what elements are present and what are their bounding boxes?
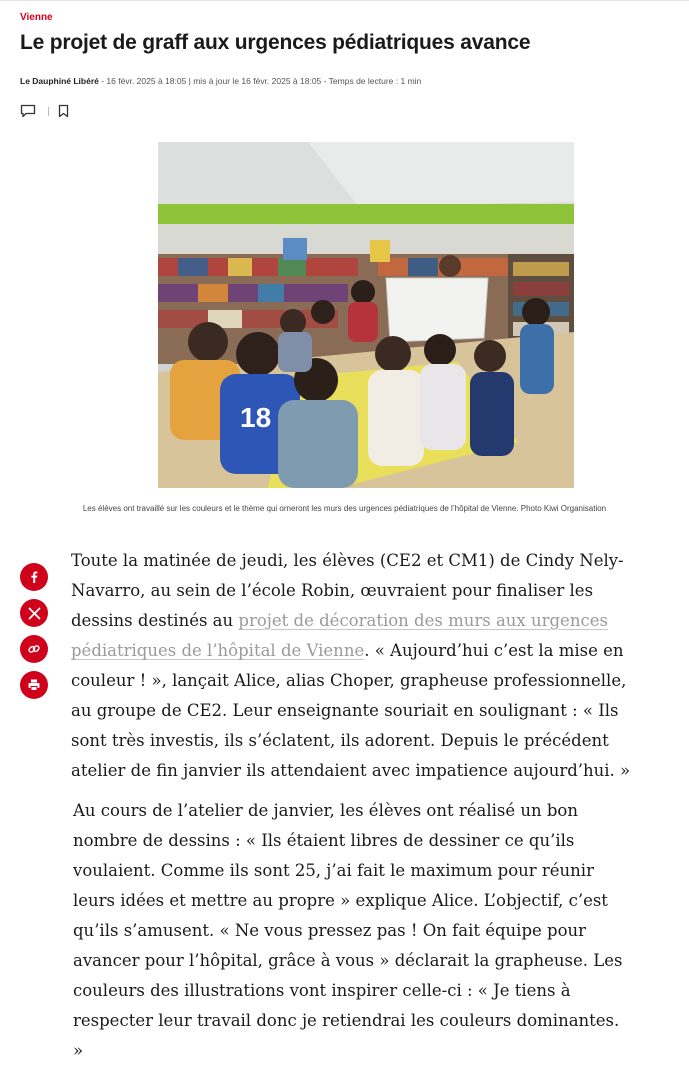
publish-details: - 16 févr. 2025 à 18:05 | mis à jour le 16 févr. 2025 à 18:05 - Temps de lecture : 1 min (98, 76, 422, 86)
article-meta (20, 76, 421, 86)
share-bar (20, 563, 48, 699)
author-name[interactable]: Le Dauphiné Libéré (20, 76, 99, 86)
print-button[interactable] (20, 671, 48, 699)
article-actions (20, 104, 69, 118)
paragraph: Au cours de l’atelier de janvier, les élèves ont réalisé un bon nombre de dessins : « Ils étaient libres de dessiner ce qu’ils voulaient. Comme ils sont 25, j’ai fait le maximum pour réunir leurs idées et mettre au propre » explique Alice. L’objectif, c’est qu’ils s’amusent. « Ne vous pressez pas ! On fait équipe pour avancer pour l’hôpital, grâce à vous » déclarait la grapheuse. Les couleurs des illustrations vont inspirer celle-ci : « Je tiens à respecter leur travail donc je retiendrai les couleurs dominantes. » (73, 801, 623, 1060)
paragraph (71, 546, 631, 786)
related-article-link[interactable]: projet de décoration des murs aux urgences pédiatriques de l’hôpital de Vienne (71, 611, 608, 660)
bookmark-icon[interactable] (58, 104, 69, 118)
share-facebook-button[interactable] (20, 563, 48, 591)
section-label[interactable]: Vienne (20, 12, 53, 23)
share-x-button[interactable] (20, 599, 48, 627)
comment-icon[interactable] (20, 104, 36, 118)
print-icon (27, 678, 41, 692)
x-icon (28, 607, 41, 620)
actions-divider (48, 107, 49, 116)
article-photo (158, 142, 574, 488)
article-title: Le projet de graff aux urgences pédiatriques avance (20, 31, 531, 54)
article-body (71, 546, 631, 1066)
link-icon (27, 642, 41, 656)
facebook-icon (27, 570, 41, 584)
photo-caption: Les élèves ont travaillé sur les couleurs et le thème qui orneront les murs des urgences pédiatriques de l’hôpital de Vienne. Photo Kiwi Organisation (82, 504, 607, 513)
svg-text:18: 18 (240, 402, 272, 433)
copy-link-button[interactable] (20, 635, 48, 663)
top-divider (0, 0, 689, 1)
paragraph-text: Toute la matinée de jeudi, les élèves (CE2 et CM1) de Cindy Nely-Navarro, au sein de l’école Robin, œuvraient pour finaliser les dessins destinés au (71, 551, 624, 630)
paragraph-text: . « Aujourd’hui c’est la mise en couleur ! », lançait Alice, alias Choper, grapheuse professionnelle, au groupe de CE2. Leur enseignante souriait en soulignant : « Ils sont très investis, ils s’éclatent, ils adorent. Depuis le précédent atelier de fin janvier ils attendaient avec impatience aujourd’hui. » (71, 641, 631, 780)
